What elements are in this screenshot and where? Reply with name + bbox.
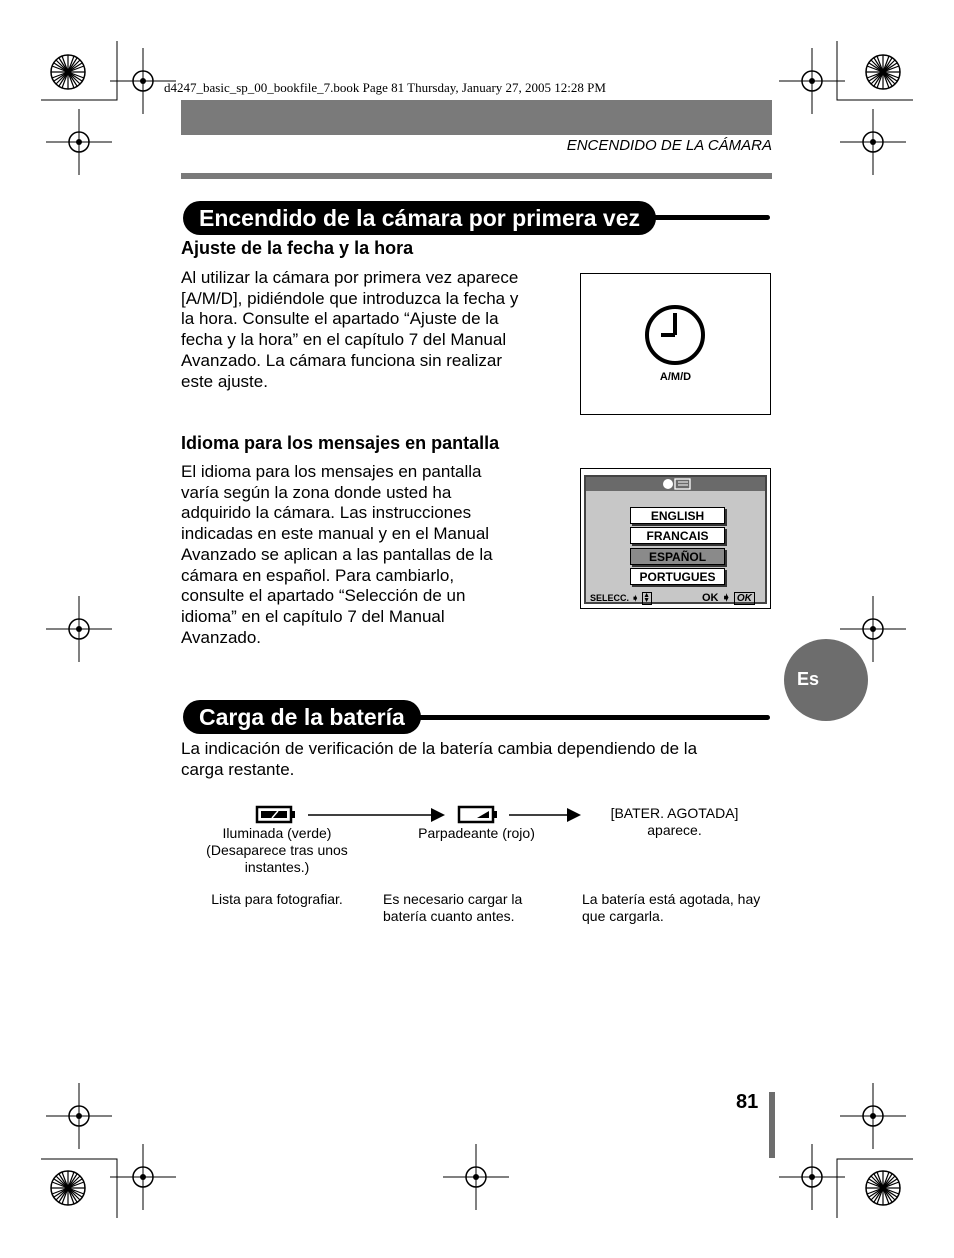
language-menu-icon xyxy=(662,478,694,490)
battery-state-3-label xyxy=(592,805,757,839)
language-tab-es xyxy=(784,639,868,721)
paragraph-idioma xyxy=(181,462,566,648)
text-line: batería cuanto antes. xyxy=(383,908,515,924)
battery-state-2-meaning xyxy=(383,891,573,925)
lang-option-portugues: PORTUGUES xyxy=(630,568,725,585)
language-menu-screen xyxy=(584,475,767,604)
text-line: fecha y la hora” en el capítulo 7 del Manual xyxy=(181,330,507,350)
text-line: (Desaparece tras unos xyxy=(206,842,348,858)
battery-state-1-label xyxy=(192,825,362,876)
header-rule xyxy=(181,173,772,179)
footer-ok-label: OK xyxy=(702,592,719,604)
text-line: indicadas en este manual y en el Manual xyxy=(181,524,490,544)
battery-state-3-meaning xyxy=(582,891,777,925)
text-line: varía según la zona donde usted ha xyxy=(181,482,452,502)
paragraph-carga xyxy=(181,739,781,780)
arrow-right-icon: ➧ xyxy=(721,592,731,604)
section-title-encendido: Encendido de la cámara por primera vez xyxy=(183,201,656,235)
text-line: La batería está agotada, hay xyxy=(582,891,761,907)
text-line: Parpadeante (rojo) xyxy=(418,825,535,841)
text-line: aparece. xyxy=(647,822,702,838)
section-title-line xyxy=(400,715,770,720)
lang-option-english: ENGLISH xyxy=(630,507,725,524)
language-screen-figure xyxy=(580,468,771,609)
section-title-carga: Carga de la batería xyxy=(183,700,421,734)
battery-state-1-meaning xyxy=(192,891,362,908)
text-line: Es necesario cargar la xyxy=(383,891,523,907)
print-info-line: d4247_basic_sp_00_bookfile_7.book Page 81 Thursday, January 27, 2005 12:28 PM xyxy=(164,80,606,95)
text-line: El idioma para los mensajes en pantalla xyxy=(181,462,482,481)
menu-header xyxy=(586,477,765,491)
text-line: instantes.) xyxy=(244,859,310,875)
text-line: consulte el apartado “Selección de un xyxy=(181,586,466,606)
footer-ok xyxy=(702,591,755,605)
battery-diagram xyxy=(255,803,585,827)
text-line: Iluminada (verde) xyxy=(222,825,332,841)
text-line: cámara en español. Para cambiarlo, xyxy=(181,565,455,585)
lang-option-francais: FRANCAIS xyxy=(630,527,725,544)
footer-selecc-label: SELECC. xyxy=(590,592,630,603)
text-line: Al utilizar la cámara por primera vez aparece xyxy=(181,268,519,287)
battery-low-icon xyxy=(459,807,497,822)
ok-key-icon: OK xyxy=(734,592,755,605)
text-line: Avanzado. La cámara funciona sin realizar xyxy=(181,350,502,370)
page-number-bar xyxy=(769,1092,775,1158)
battery-state-2-label xyxy=(394,825,559,842)
page-number: 81 xyxy=(736,1091,759,1113)
subheading-fecha-hora: Ajuste de la fecha y la hora xyxy=(181,238,414,258)
text-line: Avanzado. xyxy=(181,627,262,647)
lang-option-espanol-selected: ESPAÑOL xyxy=(630,548,725,565)
arrow-right-icon: ➧ xyxy=(631,592,640,603)
text-line: idioma” en el capítulo 7 del Manual xyxy=(181,606,445,626)
text-line: [A/M/D], pidiéndole que introduzca la fecha y xyxy=(181,288,519,308)
text-line: Lista para fotografiar. xyxy=(211,891,343,907)
amd-screen-figure xyxy=(580,273,771,415)
header-bar xyxy=(181,100,772,135)
text-line: La indicación de verificación de la batería cambia dependiendo de la xyxy=(181,739,698,758)
language-tab-label: Es xyxy=(797,669,820,689)
running-header: ENCENDIDO DE LA CÁMARA xyxy=(566,137,772,154)
text-line: este ajuste. xyxy=(181,371,268,391)
up-down-icon: ▲ ▼ xyxy=(643,592,651,604)
text-line: la hora. Consulte el apartado “Ajuste de la xyxy=(181,309,499,329)
subheading-idioma: Idioma para los mensajes en pantalla xyxy=(181,433,500,453)
text-line: [BATER. AGOTADA] xyxy=(610,805,739,821)
text-line: que cargarla. xyxy=(582,908,664,924)
text-line: Avanzado se aplican a las pantallas de la xyxy=(181,544,493,564)
paragraph-fecha-hora xyxy=(181,268,566,392)
clock-icon xyxy=(643,303,707,367)
footer-selecc xyxy=(590,592,652,605)
text-line: carga restante. xyxy=(181,759,295,779)
amd-label: A/M/D xyxy=(659,371,692,383)
battery-full-icon xyxy=(257,807,295,822)
text-line: adquirido la cámara. Las instrucciones xyxy=(181,503,472,523)
